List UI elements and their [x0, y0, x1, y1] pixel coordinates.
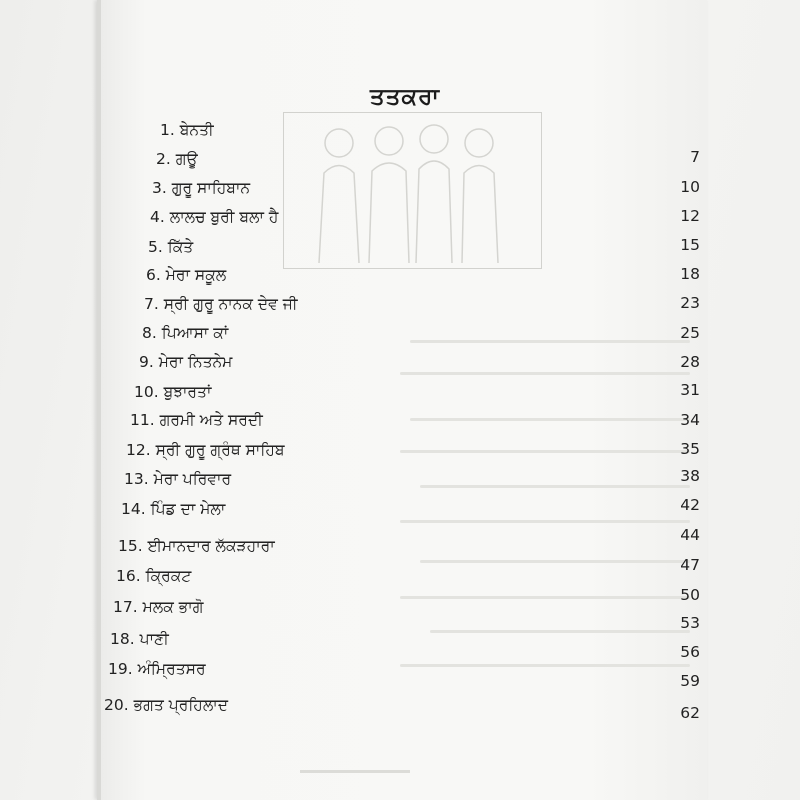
toc-entry-page-number: 50 — [680, 586, 700, 604]
toc-title: ਤਤਕਰਾ — [370, 84, 440, 110]
show-through-illustration — [283, 112, 542, 269]
toc-entry-title: 18. ਪਾਣੀ — [110, 630, 169, 648]
toc-entry-title: 8. ਪਿਆਸਾ ਕਾਂ — [142, 324, 229, 342]
toc-entry-title: 10. ਬੁਝਾਰਤਾਂ — [134, 383, 212, 401]
toc-entry-page-number: 7 — [690, 148, 700, 166]
toc-entry-title: 2. ਗਊ — [156, 150, 198, 168]
toc-entry-page-number: 31 — [680, 381, 700, 399]
toc-entry-page-number: 38 — [680, 467, 700, 485]
toc-entry-page-number: 10 — [680, 178, 700, 196]
toc-entry-title: 9. ਮੇਰਾ ਨਿਤਨੇਮ — [139, 353, 233, 371]
toc-entry-page-number: 44 — [680, 526, 700, 544]
toc-entry-title: 19. ਅੰਮ੍ਰਿਤਸਰ — [108, 660, 206, 678]
show-through-footer — [300, 770, 410, 773]
toc-entry-page-number: 18 — [680, 265, 700, 283]
toc-entry-title: 12. ਸ੍ਰੀ ਗੁਰੂ ਗ੍ਰੰਥ ਸਾਹਿਬ — [126, 441, 285, 459]
toc-entry-page-number: 28 — [680, 353, 700, 371]
toc-entry-title: 13. ਮੇਰਾ ਪਰਿਵਾਰ — [124, 470, 232, 488]
figures-illustration — [284, 113, 541, 268]
toc-entry-title: 14. ਪਿੰਡ ਦਾ ਮੇਲਾ — [121, 500, 226, 518]
toc-entry-page-number: 47 — [680, 556, 700, 574]
toc-entry-page-number: 25 — [680, 324, 700, 342]
toc-entry-page-number: 15 — [680, 236, 700, 254]
toc-entry-page-number: 35 — [680, 440, 700, 458]
toc-entry-title: 20. ਭਗਤ ਪ੍ਰਹਿਲਾਦ — [104, 696, 229, 714]
toc-entry-title: 15. ਈਮਾਨਦਾਰ ਲੱਕੜਹਾਰਾ — [118, 537, 275, 555]
toc-entry-title: 4. ਲਾਲਚ ਬੁਰੀ ਬਲਾ ਹੈ — [150, 208, 279, 226]
toc-entry-page-number: 53 — [680, 614, 700, 632]
toc-entry-title: 7. ਸ੍ਰੀ ਗੁਰੂ ਨਾਨਕ ਦੇਵ ਜੀ — [144, 295, 298, 313]
toc-entry-page-number: 23 — [680, 294, 700, 312]
toc-entry-title: 16. ਕ੍ਰਿਕਟ — [116, 567, 192, 585]
toc-entry-title: 11. ਗਰਮੀ ਅਤੇ ਸਰਦੀ — [130, 411, 263, 429]
toc-entry-page-number: 34 — [680, 411, 700, 429]
toc-entry-page-number: 42 — [680, 496, 700, 514]
toc-entry-page-number: 59 — [680, 672, 700, 690]
toc-entry-title: 3. ਗੁਰੂ ਸਾਹਿਬਾਨ — [152, 179, 251, 197]
toc-entry-page-number: 62 — [680, 704, 700, 722]
toc-entry-title: 5. ਕਿੱਤੇ — [148, 238, 194, 256]
toc-entry-title: 6. ਮੇਰਾ ਸਕੂਲ — [146, 266, 227, 284]
page-fold — [97, 0, 101, 800]
toc-entry-title: 1. ਬੇਨਤੀ — [160, 121, 214, 139]
toc-entry-title: 17. ਮਲਕ ਭਾਗੋ — [113, 598, 204, 616]
toc-entry-page-number: 12 — [680, 207, 700, 225]
toc-entry-page-number: 56 — [680, 643, 700, 661]
